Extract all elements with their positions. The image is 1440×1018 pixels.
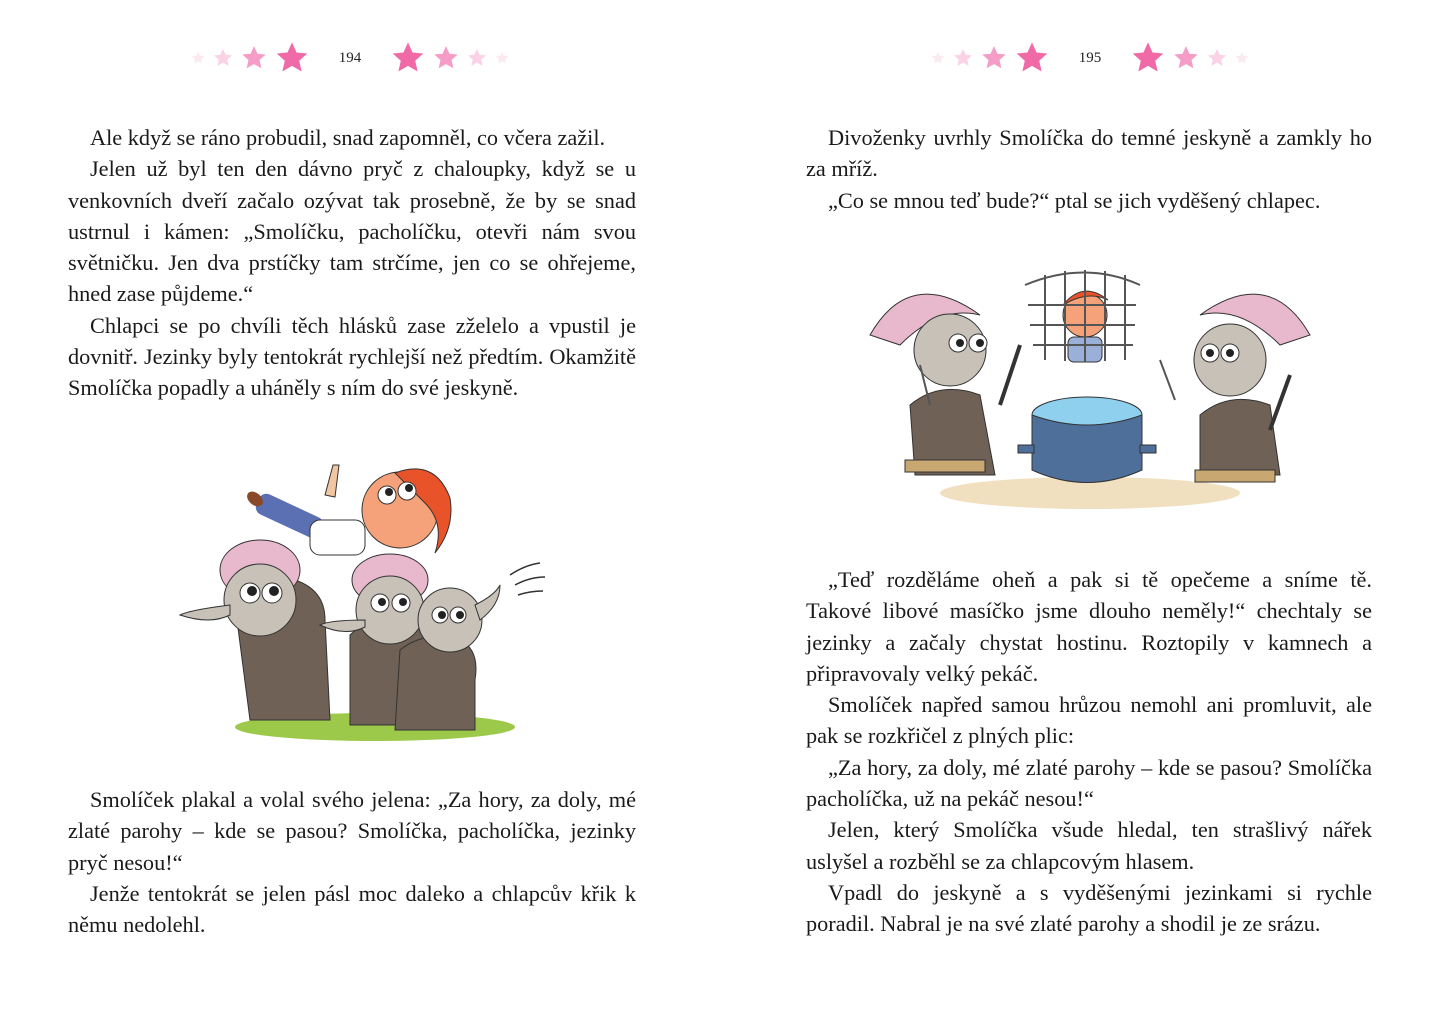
page-header-right bbox=[890, 38, 1290, 78]
text-block-top-right bbox=[806, 122, 1372, 216]
paragraph: Jelen už byl ten den dávno pryč z chaloupky, když se u venkovních dveří začalo ozývat tak prosebně, že by se snad ustrnul i kámen: „Smolíčku, pacholíčku, otevři nám svou světničku. Jen dva prstíčky tam strčíme, jen co se ohřejeme, hned zase půjdeme.“ bbox=[68, 156, 636, 307]
star-icon bbox=[1173, 45, 1199, 71]
illustration-jezinky-carrying-boy bbox=[175, 455, 555, 745]
stars-right-group bbox=[1131, 41, 1249, 75]
paragraph: Vpadl do jeskyně a s vyděšenými jezinkami si rychle poradil. Nabral je na své zlaté parohy a shodil je ze srázu. bbox=[806, 879, 1372, 937]
paragraph: Jenže tentokrát se jelen pásl moc daleko a chlapcův křik k němu nedolehl. bbox=[68, 880, 636, 938]
paragraph: „Teď rozděláme oheň a pak si tě opečeme a sníme tě. Takové libové masíčko jsme dlouho neměly!“ chechtaly se jezinky a začaly chystat hostinu. Roztopily v kamnech a připravovaly velký pekáč. bbox=[806, 567, 1372, 686]
star-icon bbox=[1131, 41, 1165, 75]
stars-right-group bbox=[391, 41, 509, 75]
star-icon bbox=[467, 48, 487, 68]
star-icon bbox=[241, 45, 267, 71]
text-block-top-left bbox=[68, 122, 636, 404]
star-icon bbox=[213, 48, 233, 68]
jezinka-figure bbox=[180, 540, 330, 720]
page-number: 194 bbox=[338, 49, 362, 66]
star-icon bbox=[391, 41, 425, 75]
page-number: 195 bbox=[1078, 49, 1102, 66]
pot bbox=[1018, 397, 1156, 483]
caged-boy bbox=[1025, 270, 1140, 362]
star-icon bbox=[191, 51, 205, 65]
text-block-bottom-left bbox=[68, 784, 636, 940]
star-icon bbox=[1207, 48, 1227, 68]
text-block-bottom-right bbox=[806, 564, 1372, 940]
paragraph: Smolíček napřed samou hrůzou nemohl ani promluvit, ale pak se rozkřičel z plných plic: bbox=[806, 692, 1372, 749]
illustration-jezinky-with-pot bbox=[850, 265, 1330, 520]
star-icon bbox=[433, 45, 459, 71]
stars-left-group bbox=[191, 41, 309, 75]
star-icon bbox=[981, 45, 1007, 71]
stars-left-group bbox=[931, 41, 1049, 75]
paragraph: Divoženky uvrhly Smolíčka do temné jeskyně a zamkly ho za mříž. bbox=[806, 125, 1372, 182]
right-page bbox=[720, 0, 1440, 1018]
star-icon bbox=[1235, 51, 1249, 65]
star-icon bbox=[931, 51, 945, 65]
boy-figure bbox=[244, 465, 451, 555]
paragraph: „Co se mnou teď bude?“ ptal se jich vyděšený chlapec. bbox=[828, 187, 1321, 213]
star-icon bbox=[1015, 41, 1049, 75]
jezinka-figure bbox=[870, 294, 1020, 475]
star-icon bbox=[275, 41, 309, 75]
paragraph: Jelen, který Smolíčka všude hledal, ten strašlivý nářek uslyšel a rozběhl se za chlapcovým hlasem. bbox=[806, 817, 1372, 874]
jezinka-figure bbox=[1160, 294, 1310, 482]
paragraph: Ale když se ráno probudil, snad zapomněl, co včera zažil. bbox=[90, 125, 606, 150]
paragraph: Chlapci se po chvíli těch hlásků zase zželelo a vpustil je dovnitř. Jezinky byly tentokrát rychlejší než předtím. Okamžitě Smolíčka popadly a uháněly s ním do své jeskyně. bbox=[68, 312, 636, 401]
star-icon bbox=[495, 51, 509, 65]
star-icon bbox=[953, 48, 973, 68]
paragraph: „Za hory, za doly, mé zlaté parohy – kde se pasou? Smolíčka pacholíčka, už na pekáč nesou!“ bbox=[806, 754, 1372, 812]
page-header-left bbox=[150, 38, 550, 78]
paragraph: Smolíček plakal a volal svého jelena: „Za hory, za doly, mé zlaté parohy – kde se pasou? Smolíčka, pacholíčka, jezinky pryč nesou!“ bbox=[68, 787, 636, 875]
